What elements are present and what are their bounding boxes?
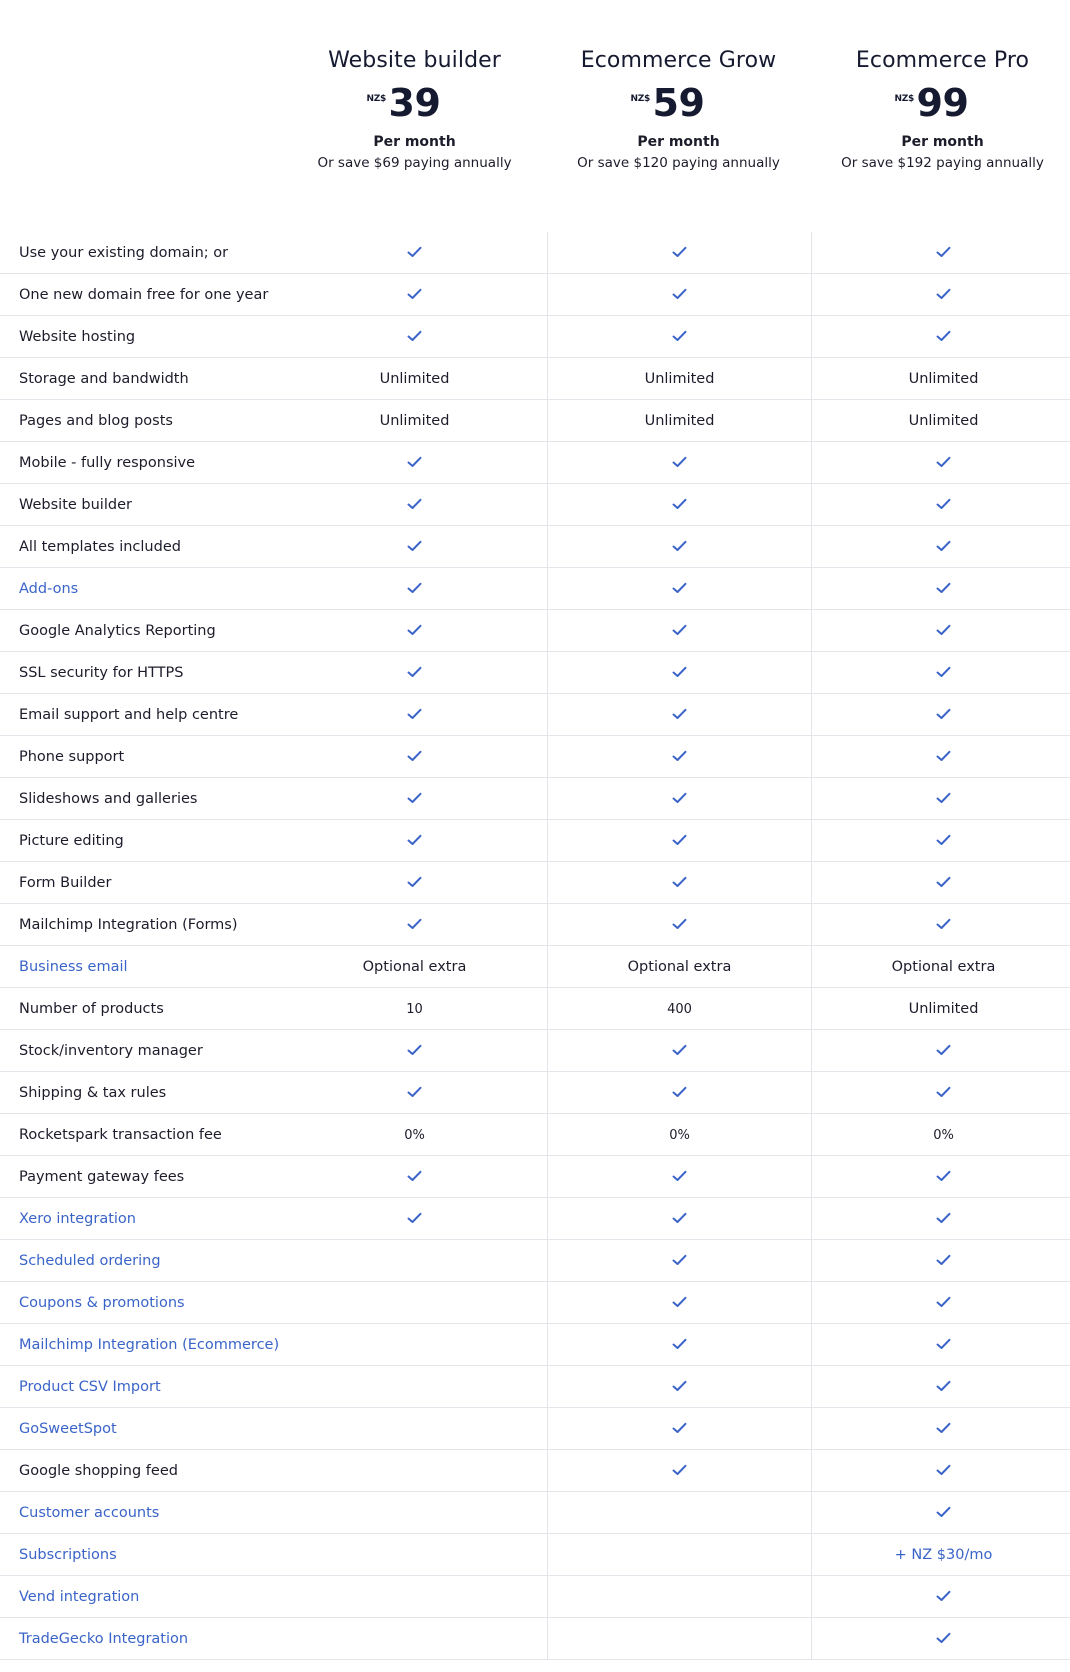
table-cell xyxy=(283,1324,546,1366)
feature-link[interactable]: Business email xyxy=(19,959,128,975)
check-icon xyxy=(936,1086,951,1098)
check-icon xyxy=(936,750,951,762)
table-cell xyxy=(283,988,546,1030)
check-icon xyxy=(936,498,951,510)
table-cell xyxy=(283,694,546,736)
price-currency: NZ$ xyxy=(630,94,650,104)
table-cell xyxy=(811,358,1070,400)
check-icon xyxy=(672,792,687,804)
table-cell xyxy=(283,232,546,274)
table-cell xyxy=(811,400,1070,442)
feature-label: Shipping & tax rules xyxy=(19,1085,167,1101)
check-icon xyxy=(672,1170,687,1182)
feature-label: Website hosting xyxy=(19,329,136,345)
check-icon xyxy=(672,498,687,510)
feature-label: Form Builder xyxy=(19,875,112,891)
table-cell xyxy=(547,1240,811,1282)
table-cell xyxy=(811,1366,1070,1408)
check-icon xyxy=(407,918,422,930)
price-amount: 39 xyxy=(388,81,441,125)
table-cell xyxy=(547,1030,811,1072)
check-icon xyxy=(936,1212,951,1224)
plan-price xyxy=(547,80,810,126)
check-icon xyxy=(936,246,951,258)
check-icon xyxy=(936,1254,951,1266)
table-cell xyxy=(283,484,546,526)
table-cell xyxy=(283,1030,546,1072)
table-row xyxy=(0,1618,1070,1660)
table-cell xyxy=(811,946,1070,988)
feature-label: Rocketspark transaction fee xyxy=(19,1127,222,1143)
cell-value: Unlimited xyxy=(379,413,450,429)
table-cell xyxy=(547,1618,811,1660)
table-row xyxy=(0,274,1070,316)
table-row xyxy=(0,1576,1070,1618)
table-cell xyxy=(811,1324,1070,1366)
table-cell xyxy=(811,232,1070,274)
feature-link[interactable]: GoSweetSpot xyxy=(19,1421,117,1437)
check-icon xyxy=(407,582,422,594)
table-cell xyxy=(283,1198,546,1240)
table-cell xyxy=(283,1534,546,1576)
table-cell xyxy=(811,1030,1070,1072)
plan-name: Ecommerce Grow xyxy=(580,48,777,73)
table-cell xyxy=(811,1408,1070,1450)
feature-link[interactable]: Xero integration xyxy=(19,1211,136,1227)
check-icon xyxy=(672,1254,687,1266)
table-cell xyxy=(547,526,811,568)
check-icon xyxy=(407,246,422,258)
table-cell xyxy=(547,232,811,274)
table-cell xyxy=(547,1114,811,1156)
plan-header xyxy=(0,0,1070,232)
check-icon xyxy=(936,1296,951,1308)
table-cell xyxy=(283,1072,546,1114)
cell-value: Unlimited xyxy=(644,413,715,429)
table-row xyxy=(0,1282,1070,1324)
table-row xyxy=(0,652,1070,694)
cell-value: Unlimited xyxy=(644,371,715,387)
price-period: Per month xyxy=(637,134,720,150)
table-cell xyxy=(547,694,811,736)
check-icon xyxy=(407,456,422,468)
feature-label: Stock/inventory manager xyxy=(19,1043,203,1059)
cell-value: Unlimited xyxy=(908,371,979,387)
table-cell xyxy=(547,1282,811,1324)
feature-label: Number of products xyxy=(19,1001,164,1017)
check-icon xyxy=(936,1632,951,1644)
table-cell xyxy=(811,442,1070,484)
table-cell xyxy=(547,442,811,484)
check-icon xyxy=(936,708,951,720)
table-cell xyxy=(547,1408,811,1450)
table-cell xyxy=(283,442,546,484)
cell-value: Optional extra xyxy=(891,959,996,975)
table-cell xyxy=(283,568,546,610)
plan-price xyxy=(283,80,546,126)
feature-link[interactable]: Add-ons xyxy=(19,581,79,597)
table-cell xyxy=(811,1198,1070,1240)
cell-value: Unlimited xyxy=(379,371,450,387)
table-cell xyxy=(547,316,811,358)
table-cell xyxy=(811,988,1070,1030)
table-row xyxy=(0,1492,1070,1534)
table-cell xyxy=(811,652,1070,694)
table-cell xyxy=(283,946,546,988)
check-icon xyxy=(936,1506,951,1518)
table-cell xyxy=(811,1576,1070,1618)
feature-link[interactable]: TradeGecko Integration xyxy=(19,1631,189,1647)
table-cell xyxy=(811,778,1070,820)
table-row xyxy=(0,694,1070,736)
table-cell xyxy=(283,904,546,946)
annual-saving: Or save $69 paying annually xyxy=(317,155,512,171)
table-cell xyxy=(547,1492,811,1534)
check-icon xyxy=(407,708,422,720)
table-row xyxy=(0,1072,1070,1114)
table-cell xyxy=(547,1450,811,1492)
check-icon xyxy=(936,792,951,804)
table-row xyxy=(0,904,1070,946)
table-cell xyxy=(283,358,546,400)
feature-label: SSL security for HTTPS xyxy=(19,665,184,681)
check-icon xyxy=(672,708,687,720)
cell-value: Unlimited xyxy=(908,1001,979,1017)
plan-name: Website builder xyxy=(328,48,501,73)
table-cell xyxy=(283,1240,546,1282)
table-cell xyxy=(547,778,811,820)
table-row xyxy=(0,778,1070,820)
table-row xyxy=(0,988,1070,1030)
check-icon xyxy=(672,834,687,846)
check-icon xyxy=(936,1044,951,1056)
table-cell xyxy=(547,988,811,1030)
check-icon xyxy=(672,1212,687,1224)
table-cell xyxy=(811,1450,1070,1492)
check-icon xyxy=(936,1170,951,1182)
check-icon xyxy=(672,1044,687,1056)
table-cell xyxy=(283,862,546,904)
feature-label: Phone support xyxy=(19,749,125,765)
check-icon xyxy=(936,288,951,300)
table-cell xyxy=(283,400,546,442)
table-cell xyxy=(547,610,811,652)
table-row xyxy=(0,1324,1070,1366)
table-cell xyxy=(283,1156,546,1198)
table-row xyxy=(0,736,1070,778)
check-icon xyxy=(407,1212,422,1224)
check-icon xyxy=(672,288,687,300)
check-icon xyxy=(407,1170,422,1182)
table-cell xyxy=(283,778,546,820)
table-cell xyxy=(811,526,1070,568)
check-icon xyxy=(672,330,687,342)
annual-saving: Or save $120 paying annually xyxy=(577,155,780,171)
table-cell xyxy=(547,946,811,988)
table-row xyxy=(0,820,1070,862)
check-icon xyxy=(672,540,687,552)
check-icon xyxy=(672,1464,687,1476)
check-icon xyxy=(672,456,687,468)
feature-label: Google shopping feed xyxy=(19,1463,178,1479)
table-cell xyxy=(811,736,1070,778)
table-cell xyxy=(811,1282,1070,1324)
table-row xyxy=(0,1534,1070,1576)
price-amount: 99 xyxy=(916,81,969,125)
check-icon xyxy=(672,1422,687,1434)
table-cell xyxy=(283,736,546,778)
table-row xyxy=(0,358,1070,400)
table-cell xyxy=(283,316,546,358)
table-cell xyxy=(547,820,811,862)
table-cell xyxy=(547,1156,811,1198)
check-icon xyxy=(672,1296,687,1308)
check-icon xyxy=(407,792,422,804)
cell-value: 10 xyxy=(406,1002,423,1017)
check-icon xyxy=(936,582,951,594)
annual-saving: Or save $192 paying annually xyxy=(841,155,1044,171)
table-row xyxy=(0,1156,1070,1198)
table-cell xyxy=(811,568,1070,610)
table-cell xyxy=(283,1282,546,1324)
table-cell xyxy=(547,904,811,946)
table-cell xyxy=(283,610,546,652)
price-period: Per month xyxy=(373,134,456,150)
feature-label: All templates included xyxy=(19,539,181,555)
table-cell xyxy=(811,1534,1070,1576)
feature-label: Mobile - fully responsive xyxy=(19,455,196,471)
table-row xyxy=(0,1114,1070,1156)
feature-comparison-table xyxy=(0,232,1070,1660)
cell-value: 0% xyxy=(404,1128,425,1143)
cell-value: Optional extra xyxy=(627,959,732,975)
feature-label: Email support and help centre xyxy=(19,707,239,723)
table-cell xyxy=(811,820,1070,862)
table-row xyxy=(0,1408,1070,1450)
cell-value: Optional extra xyxy=(362,959,467,975)
check-icon xyxy=(936,666,951,678)
table-cell xyxy=(547,484,811,526)
table-cell xyxy=(547,1072,811,1114)
feature-link[interactable]: Subscriptions xyxy=(19,1547,117,1563)
check-icon xyxy=(407,834,422,846)
price-currency: NZ$ xyxy=(366,94,386,104)
feature-label: Slideshows and galleries xyxy=(19,791,198,807)
check-icon xyxy=(672,876,687,888)
table-cell xyxy=(547,358,811,400)
check-icon xyxy=(407,876,422,888)
table-cell xyxy=(283,1114,546,1156)
table-cell xyxy=(547,400,811,442)
table-cell xyxy=(283,1408,546,1450)
table-cell xyxy=(547,736,811,778)
table-row xyxy=(0,526,1070,568)
check-icon xyxy=(936,540,951,552)
table-row xyxy=(0,1450,1070,1492)
feature-link[interactable]: Coupons & promotions xyxy=(19,1295,185,1311)
plan-name: Ecommerce Pro xyxy=(855,48,1030,73)
table-cell xyxy=(811,904,1070,946)
table-cell xyxy=(811,862,1070,904)
table-cell xyxy=(811,694,1070,736)
check-icon xyxy=(936,1422,951,1434)
feature-label: Google Analytics Reporting xyxy=(19,623,216,639)
feature-label: One new domain free for one year xyxy=(19,287,269,303)
check-icon xyxy=(407,540,422,552)
table-cell xyxy=(547,1534,811,1576)
check-icon xyxy=(672,624,687,636)
feature-link[interactable]: Mailchimp Integration (Ecommerce) xyxy=(19,1337,280,1353)
table-row xyxy=(0,568,1070,610)
feature-label: Pages and blog posts xyxy=(19,413,173,429)
check-icon xyxy=(936,624,951,636)
check-icon xyxy=(936,834,951,846)
feature-label: Payment gateway fees xyxy=(19,1169,185,1185)
feature-label: Use your existing domain; or xyxy=(19,245,229,261)
table-cell xyxy=(811,274,1070,316)
check-icon xyxy=(936,330,951,342)
table-row xyxy=(0,610,1070,652)
price-currency: NZ$ xyxy=(894,94,914,104)
table-cell xyxy=(547,862,811,904)
cell-value: 0% xyxy=(669,1128,690,1143)
check-icon xyxy=(672,750,687,762)
table-row xyxy=(0,442,1070,484)
check-icon xyxy=(407,624,422,636)
table-cell xyxy=(547,1576,811,1618)
table-cell xyxy=(283,1366,546,1408)
check-icon xyxy=(936,876,951,888)
feature-label: Picture editing xyxy=(19,833,124,849)
plan-price xyxy=(811,80,1070,126)
table-cell xyxy=(811,1072,1070,1114)
check-icon xyxy=(407,330,422,342)
table-cell xyxy=(283,820,546,862)
check-icon xyxy=(936,918,951,930)
check-icon xyxy=(407,750,422,762)
check-icon xyxy=(672,582,687,594)
table-cell xyxy=(811,610,1070,652)
table-cell xyxy=(283,526,546,568)
check-icon xyxy=(672,1380,687,1392)
table-cell xyxy=(811,1492,1070,1534)
table-cell xyxy=(547,1198,811,1240)
price-period: Per month xyxy=(901,134,984,150)
table-row xyxy=(0,862,1070,904)
table-cell xyxy=(811,1240,1070,1282)
check-icon xyxy=(407,288,422,300)
table-row xyxy=(0,400,1070,442)
check-icon xyxy=(407,1086,422,1098)
table-row xyxy=(0,232,1070,274)
check-icon xyxy=(407,666,422,678)
table-cell xyxy=(283,1576,546,1618)
check-icon xyxy=(672,1338,687,1350)
table-cell xyxy=(283,652,546,694)
cell-value: 400 xyxy=(667,1002,692,1017)
table-row xyxy=(0,1366,1070,1408)
table-row xyxy=(0,1030,1070,1072)
check-icon xyxy=(407,1044,422,1056)
feature-link[interactable]: Scheduled ordering xyxy=(19,1253,161,1269)
cell-value: 0% xyxy=(933,1128,954,1143)
check-icon xyxy=(407,498,422,510)
table-cell xyxy=(811,1156,1070,1198)
check-icon xyxy=(936,1380,951,1392)
table-cell xyxy=(811,1618,1070,1660)
table-cell xyxy=(811,484,1070,526)
feature-label: Storage and bandwidth xyxy=(19,371,189,387)
check-icon xyxy=(936,1464,951,1476)
table-cell xyxy=(547,652,811,694)
table-cell xyxy=(547,274,811,316)
table-cell xyxy=(547,568,811,610)
table-row xyxy=(0,1240,1070,1282)
table-cell xyxy=(811,1114,1070,1156)
table-row xyxy=(0,316,1070,358)
check-icon xyxy=(936,1338,951,1350)
cell-value: Unlimited xyxy=(908,413,979,429)
table-cell xyxy=(547,1366,811,1408)
table-cell xyxy=(283,1450,546,1492)
cell-value: + NZ $30/mo xyxy=(894,1547,993,1563)
feature-link[interactable]: Customer accounts xyxy=(19,1505,160,1521)
table-cell xyxy=(283,274,546,316)
check-icon xyxy=(936,1590,951,1602)
table-row xyxy=(0,1198,1070,1240)
feature-link[interactable]: Vend integration xyxy=(19,1589,140,1605)
table-cell xyxy=(283,1492,546,1534)
feature-link[interactable]: Product CSV Import xyxy=(19,1379,161,1395)
check-icon xyxy=(672,1086,687,1098)
check-icon xyxy=(672,666,687,678)
price-amount: 59 xyxy=(652,81,705,125)
check-icon xyxy=(936,456,951,468)
check-icon xyxy=(672,246,687,258)
table-cell xyxy=(547,1324,811,1366)
table-row xyxy=(0,484,1070,526)
table-cell xyxy=(811,316,1070,358)
check-icon xyxy=(672,918,687,930)
feature-label: Website builder xyxy=(19,497,132,513)
table-row xyxy=(0,946,1070,988)
table-cell xyxy=(283,1618,546,1660)
feature-label: Mailchimp Integration (Forms) xyxy=(19,917,238,933)
